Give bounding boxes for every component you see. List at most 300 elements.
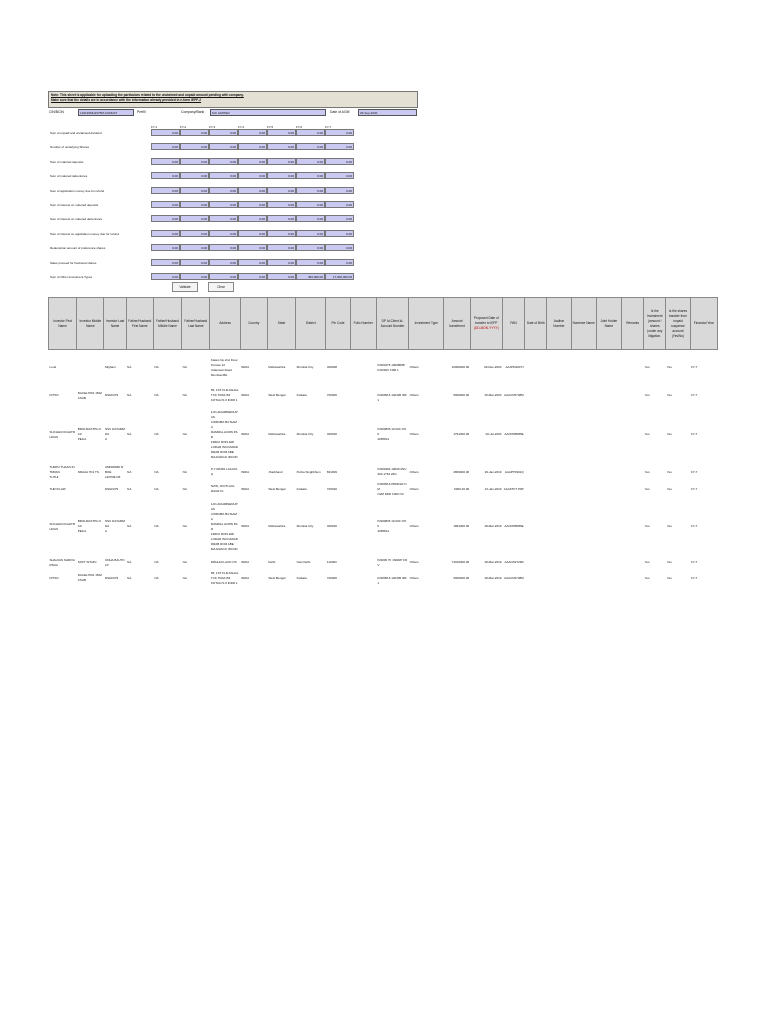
table-cell[interactable]: Yes xyxy=(666,524,672,528)
table-cell[interactable]: Kolkata xyxy=(296,486,307,491)
table-cell[interactable]: Kolkata xyxy=(296,393,307,397)
summary-value-cell[interactable]: 0.00 xyxy=(325,215,354,222)
summary-value-cell[interactable]: 0.00 xyxy=(267,143,296,150)
summary-value-cell[interactable]: 0.00 xyxy=(180,259,209,266)
table-row xyxy=(49,386,718,406)
table-cell[interactable] xyxy=(525,386,547,406)
summary-value-cell[interactable]: 0.00 xyxy=(209,172,238,179)
table-cell[interactable] xyxy=(350,481,376,498)
summary-value-cell[interactable]: 0.00 xyxy=(151,244,180,251)
table-cell[interactable]: Yes xyxy=(644,560,650,564)
table-cell[interactable]: 85, 1ST FLR ASHAL TCK TRAK B3 KOTAA IS 0 IDDR 1 xyxy=(210,570,239,585)
table-cell[interactable]: Maharashtra xyxy=(268,432,286,436)
table-cell[interactable] xyxy=(525,498,547,556)
table-cell[interactable]: 700020 xyxy=(326,486,337,491)
summary-row xyxy=(48,215,360,223)
table-cell[interactable]: NA xyxy=(182,524,187,528)
column-header-label: Aadhar Number xyxy=(553,318,565,328)
table-cell[interactable]: NA xyxy=(127,365,132,370)
column-header-label: DP Id-Client Id-Account Number xyxy=(380,318,405,328)
table-cell[interactable]: FY-7 xyxy=(691,524,698,528)
table-row xyxy=(49,556,718,570)
summary-value-cell[interactable]: 0.00 xyxy=(267,172,296,179)
summary-value-cell[interactable]: 0.00 xyxy=(209,230,238,237)
table-cell[interactable]: 85, 1ST FLR ASHAL TCK TRAK B3 KOTAA IS 0 IDDR 1 xyxy=(210,388,239,402)
table-cell[interactable] xyxy=(350,498,376,556)
table-cell[interactable]: AAAKTFT P9P xyxy=(503,486,524,491)
table-cell[interactable]: 1891000.00 xyxy=(453,524,470,528)
table-cell[interactable]: NA xyxy=(154,393,159,397)
table-cell[interactable] xyxy=(621,498,643,556)
table-cell[interactable]: NRAAA 7D1 TS xyxy=(77,469,99,474)
table-cell[interactable] xyxy=(571,498,596,556)
table-cell[interactable]: IN300476 10008088 IC00303 7496 1 xyxy=(377,362,405,372)
summary-value-cell[interactable]: 0.00 xyxy=(238,158,267,165)
summary-value-cell[interactable]: 0.00 xyxy=(209,143,238,150)
table-cell[interactable]: DSHF079 xyxy=(104,486,119,491)
summary-value-cell[interactable]: 0.00 xyxy=(325,230,354,237)
table-cell[interactable]: NA xyxy=(154,486,159,491)
summary-value-cell[interactable]: 0.00 xyxy=(325,143,354,150)
summary-value-cell[interactable]: 0.00 xyxy=(296,244,325,251)
summary-value-cell[interactable]: 0.00 xyxy=(238,259,267,266)
table-cell[interactable]: NA xyxy=(182,575,187,580)
summary-value-cell[interactable]: 0.00 xyxy=(296,259,325,266)
table-cell[interactable]: NA xyxy=(154,524,159,528)
table-cell[interactable]: 15-Mar-2020 xyxy=(484,393,502,397)
table-cell[interactable]: 400030 xyxy=(326,524,337,528)
table-cell[interactable] xyxy=(350,386,376,406)
table-cell[interactable]: FY-7 xyxy=(691,365,698,370)
table-cell[interactable] xyxy=(596,556,621,570)
table-cell[interactable]: 10000000.00 xyxy=(451,365,470,370)
summary-value-cell[interactable]: 0.00 xyxy=(180,172,209,179)
company-input[interactable]: KIC LIMITED xyxy=(210,109,326,116)
table-cell[interactable]: 2809000.00 xyxy=(453,469,470,474)
table-cell[interactable] xyxy=(621,350,643,386)
table-cell[interactable]: FY-7 xyxy=(691,432,698,436)
table-cell[interactable] xyxy=(77,481,104,498)
table-cell[interactable]: IN300516 140405 IRF 1 xyxy=(377,393,407,402)
table-cell[interactable]: DRHHHI LAUD OS xyxy=(210,560,237,564)
table-cell[interactable]: Lorel xyxy=(49,365,57,370)
summary-value-cell[interactable]: 0.00 xyxy=(180,230,209,237)
table-cell[interactable] xyxy=(547,386,571,406)
summary-value-cell[interactable]: 0.00 xyxy=(267,215,296,222)
table-cell[interactable]: INDIA xyxy=(241,393,250,397)
summary-value-cell[interactable]: 0.00 xyxy=(296,172,325,179)
table-cell[interactable] xyxy=(525,464,547,481)
table-cell[interactable] xyxy=(621,556,643,570)
column-header xyxy=(644,298,666,350)
column-header xyxy=(326,298,350,350)
table-cell[interactable] xyxy=(571,464,596,481)
summary-value-cell[interactable]: 0.00 xyxy=(238,201,267,208)
column-header xyxy=(296,298,326,350)
table-cell[interactable]: Yes xyxy=(666,393,672,397)
summary-value-cell[interactable]: 0.00 xyxy=(325,201,354,208)
table-cell[interactable]: Yes xyxy=(644,432,650,436)
table-cell[interactable]: Yes xyxy=(644,575,650,580)
table-cell[interactable]: Others xyxy=(409,575,419,580)
table-cell[interactable]: NA xyxy=(182,486,187,491)
summary-value-cell[interactable]: 0.00 xyxy=(151,259,180,266)
table-cell[interactable] xyxy=(525,570,547,587)
table-cell[interactable]: AAJPM1007J xyxy=(505,365,524,370)
table-cell[interactable]: IN300516 140405 IRF 1 xyxy=(377,575,407,585)
table-cell[interactable]: Maharashtra xyxy=(268,365,286,370)
summary-value-cell[interactable]: 0.00 xyxy=(180,244,209,251)
table-cell[interactable]: 02-Jul-2020 xyxy=(485,432,502,436)
table-cell[interactable]: NA xyxy=(154,365,159,370)
table-cell[interactable]: DSHF079 xyxy=(104,393,119,397)
summary-value-cell[interactable]: 0.00 xyxy=(151,230,180,237)
summary-value-cell[interactable]: 0.00 xyxy=(209,129,238,136)
table-cell[interactable] xyxy=(596,498,621,556)
table-cell[interactable]: FY-7 xyxy=(691,560,698,564)
table-cell[interactable]: INDIA xyxy=(241,432,250,436)
summary-value-cell[interactable]: 0.00 xyxy=(325,244,354,251)
summary-value-cell[interactable]: 0.00 xyxy=(151,158,180,165)
table-cell[interactable]: AACPM8086E xyxy=(504,524,524,528)
summary-value-cell[interactable]: 0.00 xyxy=(325,259,354,266)
summary-value-cell[interactable]: 0.00 xyxy=(267,129,296,136)
table-cell[interactable] xyxy=(621,481,643,498)
summary-value-cell[interactable]: 0.00 xyxy=(180,215,209,222)
table-cell[interactable]: Mumbai City xyxy=(296,524,314,528)
summary-value-cell[interactable]: 0.00 xyxy=(180,273,209,280)
prefill-button[interactable]: Prefill xyxy=(137,110,146,114)
summary-value-cell[interactable]: 0.00 xyxy=(267,201,296,208)
table-cell[interactable]: 700006 xyxy=(326,393,337,397)
table-cell[interactable] xyxy=(571,481,596,498)
table-cell[interactable] xyxy=(621,406,643,464)
table-cell[interactable]: Yes xyxy=(666,469,672,474)
table-cell[interactable]: DITSO xyxy=(49,575,59,580)
table-cell[interactable] xyxy=(350,464,376,481)
table-cell[interactable]: INDIA xyxy=(241,575,250,580)
summary-value-cell[interactable]: 0.00 xyxy=(209,244,238,251)
summary-value-cell[interactable]: 0.00 xyxy=(209,259,238,266)
table-cell[interactable]: West Bengal xyxy=(268,486,286,491)
table-cell[interactable]: 13-Jan-2019 xyxy=(484,486,502,491)
summary-value-cell[interactable]: 0.00 xyxy=(267,273,296,280)
table-cell[interactable]: 110003 xyxy=(326,560,337,564)
summary-row xyxy=(48,187,360,195)
table-cell[interactable] xyxy=(621,570,643,587)
table-cell[interactable]: Mighani xyxy=(104,365,116,370)
table-cell[interactable]: BRIJLMAXTPH 0C0 PEILA xyxy=(77,519,101,533)
table-cell[interactable] xyxy=(547,570,571,587)
table-cell[interactable]: 18-Mar-2019 xyxy=(484,575,502,580)
summary-value-cell[interactable]: 0.00 xyxy=(209,158,238,165)
summary-value-cell[interactable]: 0.00 xyxy=(238,244,267,251)
table-cell[interactable]: NA xyxy=(127,575,132,580)
column-header-label: Investor Last Name xyxy=(105,318,125,328)
validate-button[interactable]: Validate xyxy=(172,282,198,292)
table-cell[interactable] xyxy=(350,350,376,386)
table-cell[interactable]: AAACN5748M xyxy=(504,575,524,580)
table-cell[interactable]: FY-7 xyxy=(691,469,698,474)
summary-value-cell[interactable]: 0.00 xyxy=(209,215,238,222)
table-cell[interactable]: INDIA xyxy=(241,524,250,528)
table-cell[interactable]: Others xyxy=(409,432,419,436)
table-cell[interactable] xyxy=(596,350,621,386)
summary-value-cell[interactable]: 0.00 xyxy=(267,259,296,266)
table-cell[interactable]: 1/21 ADHIMNENUPAS CWROBA B4 ISAM A RAMRAL HORN PAR FRDCI ROIS ERI LODAR INCOARAD RRAB ROM ABE MAJAHM AI IDCOD xyxy=(210,501,238,551)
summary-value-cell[interactable]: 0.00 xyxy=(267,158,296,165)
summary-value-cell[interactable]: 0.00 xyxy=(238,215,267,222)
summary-value-cell[interactable]: 0.00 xyxy=(267,230,296,237)
table-cell[interactable]: NA xyxy=(182,469,187,474)
table-cell[interactable]: NSC DAYAMMDA A xyxy=(104,519,125,533)
table-cell[interactable]: NA xyxy=(127,524,132,528)
summary-value-cell[interactable]: 0.00 xyxy=(238,273,267,280)
table-cell[interactable]: Others xyxy=(409,469,419,474)
table-cell[interactable]: Others xyxy=(409,524,419,528)
table-cell[interactable]: AACPM8086E xyxy=(504,432,524,436)
table-cell[interactable]: Jharkhand xyxy=(268,469,283,474)
table-cell[interactable]: AAACN5748M xyxy=(504,393,524,397)
table-cell[interactable]: NA xyxy=(182,393,187,397)
summary-value-cell[interactable]: 0.00 xyxy=(296,215,325,222)
table-cell[interactable]: NA xyxy=(127,432,132,436)
table-cell[interactable]: NA xyxy=(154,560,159,564)
table-cell[interactable]: 09-Dec-2020 xyxy=(484,365,502,370)
summary-value-cell[interactable]: 0.00 xyxy=(180,187,209,194)
table-cell[interactable]: Yes xyxy=(644,524,650,528)
table-cell[interactable]: 5000000.00 xyxy=(453,575,470,580)
table-cell[interactable] xyxy=(350,570,376,587)
table-cell[interactable]: AAACR2729R xyxy=(504,560,524,564)
table-cell[interactable]: Yes xyxy=(666,432,672,436)
table-cell[interactable] xyxy=(621,464,643,481)
summary-value-cell[interactable]: 0.00 xyxy=(238,230,267,237)
table-cell[interactable]: Others xyxy=(409,560,419,564)
table-cell[interactable]: 400008 xyxy=(326,365,337,370)
table-cell[interactable]: Maharashtra xyxy=(268,524,286,528)
column-header xyxy=(104,298,126,350)
table-cell[interactable] xyxy=(525,481,547,498)
table-cell[interactable]: P-7 IRNRJ LAAUCLH xyxy=(210,467,238,476)
table-cell[interactable]: New Delhi xyxy=(296,560,311,564)
summary-value-cell[interactable]: 0.00 xyxy=(325,129,354,136)
table-cell[interactable]: INDIA xyxy=(241,486,250,491)
summary-value-cell[interactable]: 0.00 xyxy=(209,187,238,194)
summary-value-cell[interactable]: 0.00 xyxy=(180,201,209,208)
table-cell[interactable]: 18-Mar-2019 xyxy=(484,524,502,528)
table-cell[interactable]: AAAPT0901Q xyxy=(504,469,524,474)
table-cell[interactable]: 74010000.00 xyxy=(451,560,470,564)
table-cell[interactable] xyxy=(596,464,621,481)
summary-value-cell[interactable]: 452,000.00 xyxy=(296,273,325,280)
table-cell[interactable]: THRPU THAAN INTRRAN TUTHI xyxy=(49,464,75,479)
table-cell[interactable]: Yes xyxy=(666,365,672,370)
table-cell[interactable]: NA xyxy=(182,365,187,370)
summary-value-cell[interactable]: 0.00 xyxy=(151,201,180,208)
summary-value-cell[interactable]: 0.00 xyxy=(296,143,325,150)
table-cell[interactable]: Others xyxy=(409,486,419,491)
summary-value-cell[interactable]: 0.00 xyxy=(296,187,325,194)
table-cell[interactable]: Kalam No.2nd Floor Terrace 12 Udamwar Road Mumbai-MH xyxy=(210,357,238,377)
summary-value-cell[interactable]: 0.00 xyxy=(151,215,180,222)
table-cell[interactable]: FY-7 xyxy=(691,575,698,580)
summary-value-cell[interactable]: 0.00 xyxy=(209,273,238,280)
table-cell[interactable]: IN300394 10009 2NU 30A 1764 2ZG xyxy=(377,467,407,476)
summary-value-cell[interactable]: 0.00 xyxy=(325,187,354,194)
table-cell[interactable]: INDIA xyxy=(241,365,250,370)
summary-value-cell[interactable]: 0.00 xyxy=(238,143,267,150)
summary-value-cell[interactable]: 0.00 xyxy=(151,143,180,150)
table-cell[interactable]: Others xyxy=(409,393,419,397)
table-cell[interactable]: IN300836 10 030 1706 4065814 xyxy=(377,519,407,533)
table-cell[interactable]: 29-Jan-2019 xyxy=(484,469,502,474)
table-cell[interactable]: Yes xyxy=(666,575,672,580)
summary-value-cell[interactable]: 0.00 xyxy=(180,158,209,165)
table-cell[interactable] xyxy=(596,406,621,464)
table-cell[interactable]: DACEL7061 1502 CSAB xyxy=(77,390,102,400)
table-cell[interactable]: Others xyxy=(409,365,419,370)
table-cell[interactable]: THR IFLAW xyxy=(49,486,66,491)
table-cell[interactable]: NA xyxy=(127,486,132,491)
table-cell[interactable]: Yes xyxy=(644,469,650,474)
table-cell[interactable] xyxy=(571,350,596,386)
table-cell[interactable]: BRIJLMAXTPH 0C0 PEILA xyxy=(77,427,101,441)
table-cell[interactable] xyxy=(596,570,621,587)
summary-value-cell[interactable]: 0.00 xyxy=(238,172,267,179)
agm-date-input[interactable]: 29-Sep-2020 xyxy=(358,109,417,116)
table-cell[interactable] xyxy=(621,386,643,406)
table-cell[interactable]: 18-Mar-2019 xyxy=(484,560,502,564)
summary-value-cell[interactable]: 0.00 xyxy=(180,143,209,150)
table-cell[interactable] xyxy=(571,570,596,587)
table-cell[interactable]: Yes xyxy=(644,393,650,397)
summary-value-cell[interactable]: 0.00 xyxy=(151,273,180,280)
summary-value-cell[interactable]: 0.00 xyxy=(180,129,209,136)
column-header-label: District xyxy=(305,321,316,325)
table-cell[interactable]: FY-7 xyxy=(691,393,698,397)
summary-value-cell[interactable]: 17,000,000.00 xyxy=(325,273,354,280)
table-cell[interactable]: Kolkata xyxy=(296,575,307,580)
table-cell[interactable]: 831009 xyxy=(326,469,337,474)
summary-value-cell[interactable]: 0.00 xyxy=(238,187,267,194)
table-cell[interactable]: INDIA xyxy=(241,560,250,564)
table-cell[interactable]: SOFT SITHIN xyxy=(77,560,97,564)
table-cell[interactable]: DITSO xyxy=(49,393,59,397)
table-cell[interactable]: INDIA xyxy=(241,469,250,474)
table-cell[interactable]: NA xyxy=(182,560,187,564)
cin-label: CIN/BCIN xyxy=(49,110,64,114)
summary-value-cell[interactable]: 0.00 xyxy=(151,187,180,194)
cin-input[interactable]: L29130MH1975PLC018247 xyxy=(78,109,134,116)
table-cell[interactable]: 400030 xyxy=(326,432,337,436)
table-cell[interactable]: 1/21 ADHIMNENUPAS CWROBA B4 ISAM A RAMRAL HORN PAR FRDCI ROIS ERI LODAR INCOARAD RRAB ROM ABE MAJAHM AI IDCOD xyxy=(210,409,238,459)
table-cell[interactable]: West Bengal xyxy=(268,393,286,397)
table-cell[interactable]: Mumbai City xyxy=(296,365,314,370)
table-cell[interactable]: NSC DAYAMMDA A xyxy=(104,427,125,441)
table-cell[interactable]: Delhi xyxy=(268,560,276,564)
table-cell[interactable] xyxy=(350,556,376,570)
summary-value-cell[interactable]: 0.00 xyxy=(209,201,238,208)
clear-button[interactable]: Clear xyxy=(208,282,234,292)
table-cell[interactable]: IN300836 10 030 1706 4065814 xyxy=(377,427,407,441)
table-cell[interactable]: IN3000 7F 1NDRP FRV xyxy=(377,557,408,567)
table-cell[interactable]: NA xyxy=(154,469,159,474)
summary-value-cell[interactable]: 0.00 xyxy=(267,187,296,194)
table-cell[interactable]: IN300516 PRDRLR NM O2M DDD 1000 O3 xyxy=(377,481,407,496)
table-cell[interactable]: 6000.26.00 xyxy=(454,486,470,491)
summary-value-cell[interactable]: 0.00 xyxy=(296,201,325,208)
summary-value-cell[interactable]: 0.00 xyxy=(296,230,325,237)
table-cell[interactable] xyxy=(525,350,547,386)
table-cell[interactable] xyxy=(350,406,376,464)
table-cell[interactable]: ODHA BAUTOLP xyxy=(104,557,125,567)
table-cell[interactable]: Yes xyxy=(666,486,672,491)
table-cell[interactable]: 700006 xyxy=(326,575,337,580)
table-cell[interactable]: AMFRRMD RBOE LIDTRE D5 xyxy=(104,464,124,479)
table-cell[interactable] xyxy=(547,406,571,464)
summary-value-cell[interactable]: 0.00 xyxy=(151,172,180,179)
table-cell[interactable] xyxy=(77,350,104,386)
table-cell[interactable]: NA xyxy=(127,560,132,564)
table-cell[interactable]: DSHF079 xyxy=(104,575,119,580)
date-format-note: (DD-MON-YYYY) xyxy=(473,326,499,330)
table-cell[interactable] xyxy=(547,498,571,556)
fy-label: FY-5 xyxy=(267,125,274,129)
summary-value-cell[interactable]: 0.00 xyxy=(238,129,267,136)
table-cell[interactable]: 1791000.00 xyxy=(453,432,470,436)
table-cell[interactable]: NA xyxy=(182,432,187,436)
summary-value-cell[interactable]: 0.00 xyxy=(296,158,325,165)
table-cell[interactable] xyxy=(596,386,621,406)
table-cell[interactable]: DACEL7061 1502 CSAB xyxy=(77,573,102,582)
table-cell[interactable]: NA xyxy=(127,469,132,474)
table-cell[interactable]: NA xyxy=(154,575,159,580)
table-cell[interactable] xyxy=(525,556,547,570)
summary-value-cell[interactable]: 0.00 xyxy=(325,158,354,165)
table-cell[interactable]: Yes xyxy=(644,365,650,370)
summary-value-cell[interactable]: 0.00 xyxy=(267,244,296,251)
table-cell[interactable] xyxy=(547,481,571,498)
table-cell[interactable]: Yes xyxy=(666,560,672,564)
table-cell[interactable]: SHALVAN SHRIVARSHA xyxy=(49,557,75,567)
table-cell[interactable]: 5000000.00 xyxy=(453,393,470,397)
table-cell[interactable] xyxy=(571,406,596,464)
table-cell[interactable]: Purba Singhbhum xyxy=(296,469,321,474)
table-cell[interactable]: SUCHHUOCAHTRHOAS xyxy=(49,521,75,531)
table-cell[interactable] xyxy=(525,406,547,464)
table-cell[interactable] xyxy=(547,556,571,570)
column-header-label: Pin Code xyxy=(331,321,345,325)
table-cell[interactable]: FY-7 xyxy=(691,486,698,491)
table-cell[interactable]: Yes xyxy=(644,486,650,491)
table-cell[interactable]: SUCHHUOCAHTRHOAS xyxy=(49,429,75,439)
table-cell[interactable] xyxy=(571,386,596,406)
table-cell[interactable] xyxy=(547,350,571,386)
table-cell[interactable] xyxy=(547,464,571,481)
table-cell[interactable]: NA xyxy=(127,393,132,397)
summary-value-cell[interactable]: 0.00 xyxy=(151,129,180,136)
table-cell[interactable]: West Bengal xyxy=(268,575,286,580)
table-cell[interactable]: NZIN, JKOTLAUL RAUR FL xyxy=(210,484,235,493)
table-cell[interactable]: NA xyxy=(154,432,159,436)
summary-row xyxy=(48,172,360,180)
table-cell[interactable] xyxy=(571,556,596,570)
summary-value-cell[interactable]: 0.00 xyxy=(296,129,325,136)
table-cell[interactable]: Mumbai City xyxy=(296,432,314,436)
summary-value-cell[interactable]: 0.00 xyxy=(325,172,354,179)
table-cell[interactable] xyxy=(596,481,621,498)
